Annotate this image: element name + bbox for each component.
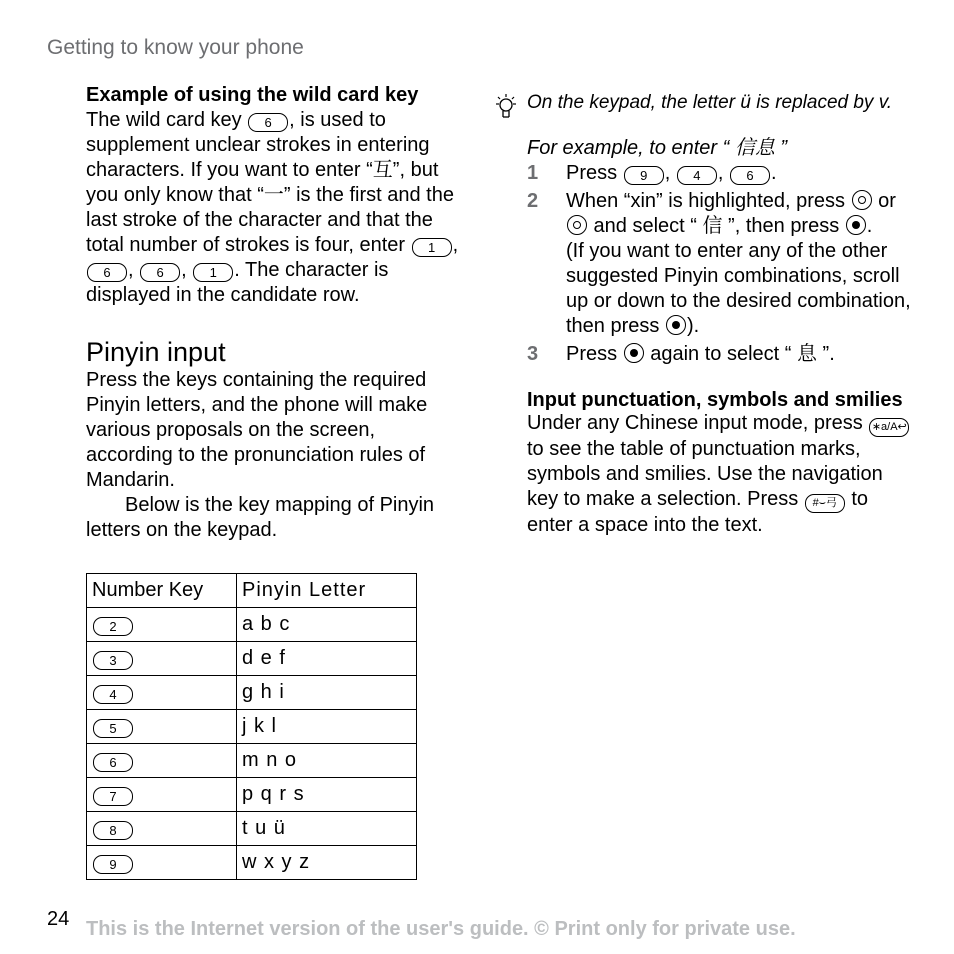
key-6-icon: 6 [87, 263, 127, 282]
key-5-icon: 5 [93, 719, 133, 738]
section-title: Getting to know your phone [47, 36, 304, 59]
tip-text: On the keypad, the letter ü is replaced by v. [527, 92, 893, 113]
key-3-icon: 3 [93, 651, 133, 670]
pinyin-letters: j k l [237, 710, 417, 744]
step-text: When “xin” is highlighted, press [566, 190, 846, 212]
table-row [87, 642, 417, 676]
step-number: 3 [527, 343, 539, 365]
key-6-icon: 6 [730, 166, 770, 185]
punct-heading: Input punctuation, symbols and smilies [527, 389, 903, 411]
pinyin-letters: g h i [237, 676, 417, 710]
wildcard-text-1: The wild card key [86, 109, 248, 131]
step-1 [527, 161, 917, 186]
key-4-icon: 4 [677, 166, 717, 185]
period: . [770, 162, 777, 184]
step-text: again to select “ 息 ”. [644, 343, 835, 365]
key-6-icon: 6 [93, 753, 133, 772]
key-1-icon: 1 [193, 263, 233, 282]
example-steps [527, 161, 917, 367]
pinyin-letters: w x y z [237, 846, 417, 880]
table-row [87, 710, 417, 744]
key-7-icon: 7 [93, 787, 133, 806]
punct-text-3: to enter a space into the text. [527, 488, 869, 536]
step-number: 1 [527, 162, 539, 184]
key-9-icon: 9 [93, 855, 133, 874]
table-header-row [87, 574, 417, 608]
punct-text-2: to see the table of punctuation marks, symbols and smilies. Use the navigation key to make a selection. Press [527, 438, 883, 510]
table-header-number-key: Number Key [87, 574, 237, 608]
pinyin-letters: a b c [237, 608, 417, 642]
wildcard-heading: Example of using the wild card key [86, 84, 419, 106]
pinyin-key-table [86, 573, 417, 880]
table-row [87, 812, 417, 846]
example-intro: For example, to enter “ 信息 ” [527, 137, 788, 159]
right-column [527, 90, 917, 538]
key-4-icon: 4 [93, 685, 133, 704]
punct-text-1: Under any Chinese input mode, press [527, 412, 869, 434]
comma: , [717, 162, 724, 184]
step-number: 2 [527, 190, 539, 212]
key-6-icon: 6 [248, 113, 288, 132]
pinyin-letters: m n o [237, 744, 417, 778]
pinyin-letters: d e f [237, 642, 417, 676]
left-column [86, 83, 466, 543]
period: . [866, 215, 873, 237]
step-text: or [872, 190, 896, 212]
key-9-icon: 9 [624, 166, 664, 185]
lightbulb-icon [494, 93, 518, 121]
table-row [87, 778, 417, 812]
pinyin-letters: t u ü [237, 812, 417, 846]
table-row [87, 744, 417, 778]
pinyin-letters: p q r s [237, 778, 417, 812]
key-6-icon: 6 [140, 263, 180, 282]
punct-paragraph [527, 411, 917, 538]
table-row [87, 846, 417, 880]
step-text: ). [686, 315, 700, 337]
comma: , [452, 234, 459, 256]
pinyin-title: Pinyin input [86, 337, 226, 367]
key-8-icon: 8 [93, 821, 133, 840]
nav-key-up-icon [852, 190, 872, 210]
step-2 [527, 189, 917, 339]
wildcard-paragraph [86, 108, 466, 308]
key-2-icon: 2 [93, 617, 133, 636]
table-row [87, 676, 417, 710]
table-header-pinyin-letter: Pinyin Letter [237, 574, 417, 608]
table-row [87, 608, 417, 642]
step-text: and select “ 信 ”, then press [588, 215, 845, 237]
comma: , [664, 162, 671, 184]
star-key-icon: ∗a/A↩ [869, 418, 909, 437]
footer-note: This is the Internet version of the user's guide. © Print only for private use. [86, 918, 796, 940]
select-key-icon [624, 343, 644, 363]
wildcard-text-3: . The character is displayed in the candidate row. [86, 259, 389, 306]
wildcard-text-2: , is used to supplement unclear strokes in entering characters. If you want to enter “互”, but you only know that “一” is the first and the last stroke of the character and that the total number of strokes is four, enter [86, 109, 454, 256]
select-key-icon [846, 215, 866, 235]
select-key-icon [666, 315, 686, 335]
hash-key-icon: #⌣弓 [805, 494, 845, 513]
comma: , [181, 259, 187, 281]
pinyin-paragraph-2: Below is the key mapping of Pinyin letters on the keypad. [86, 494, 435, 541]
pinyin-paragraph-1: Press the keys containing the required Pinyin letters, and the phone will make various proposals on the screen, according to the pronunciation rules of Mandarin. [86, 369, 428, 491]
step-3 [527, 342, 917, 367]
page-number: 24 [47, 908, 70, 930]
comma: , [128, 259, 134, 281]
step-text: (If you want to enter any of the other suggested Pinyin combinations, scroll up or down to the desired combination, then press [566, 240, 911, 337]
step-text: Press [566, 162, 623, 184]
key-1-icon: 1 [412, 238, 452, 257]
step-text: Press [566, 343, 623, 365]
nav-key-down-icon [567, 215, 587, 235]
